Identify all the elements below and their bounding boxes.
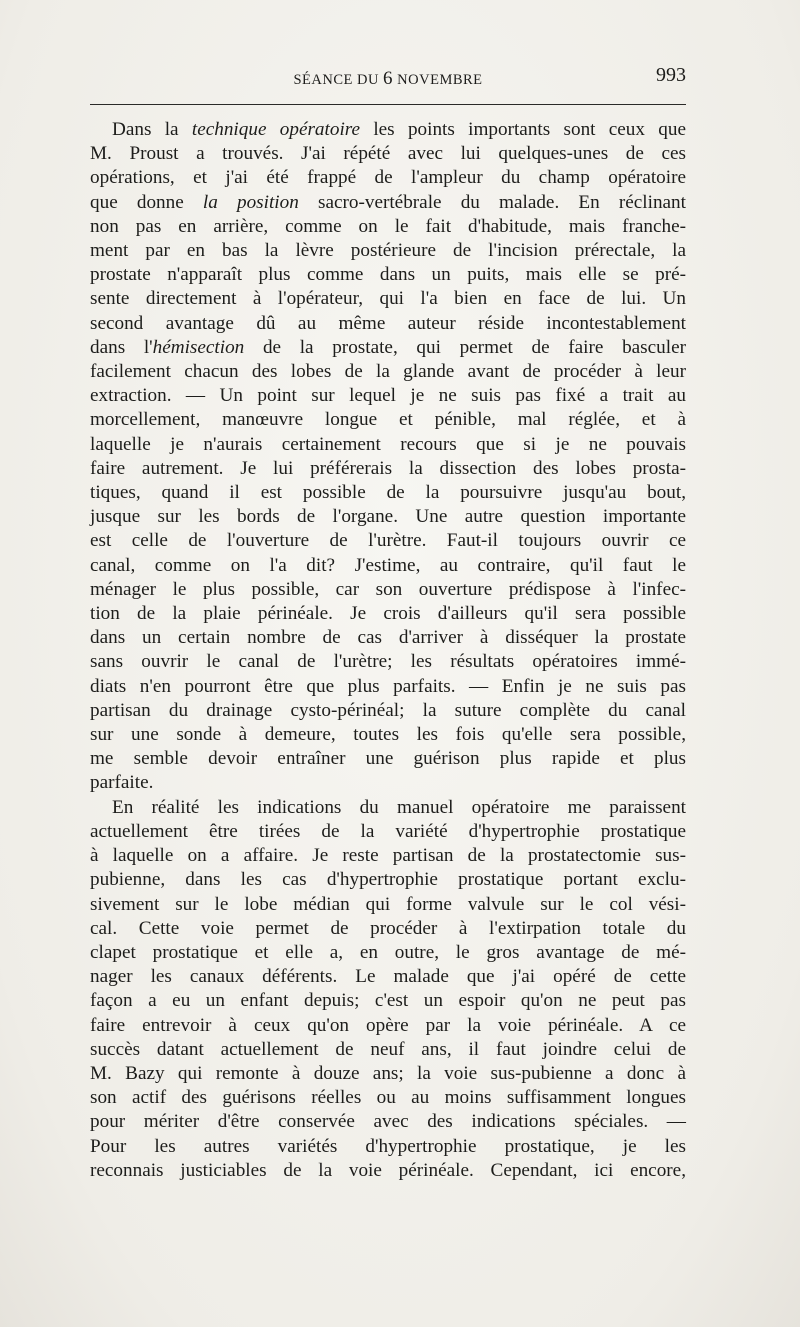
text-line: opérations, et j'ai été frappé de l'ampleur du champ opératoire (90, 167, 686, 189)
header-rule (90, 104, 686, 105)
text-line: prostate n'apparaît plus comme dans un puits, mais elle se pré- (90, 264, 686, 286)
text-line: jusque sur les bords de l'organe. Une autre question importante (90, 506, 686, 528)
running-title-day: 6 (383, 68, 394, 89)
text-line: sans ouvrir le canal de l'urètre; les résultats opératoires immé- (90, 651, 686, 673)
emphasis-technique: technique opératoire (191, 119, 361, 140)
text-line: facilement chacun des lobes de la glande avant de procéder à leur (90, 361, 686, 383)
text-line: ménager le plus possible, car son ouverture prédispose à l'infec- (90, 578, 686, 600)
text-line: M. Bazy qui remonte à douze ans; la voie sus-pubienne a donc à (90, 1062, 686, 1084)
text-line: morcellement, manœuvre longue et pénible, mal réglée, et à (90, 409, 686, 431)
text-line: extraction. — Un point sur lequel je ne suis pas fixé a trait au (90, 385, 686, 407)
text-line: pubienne, dans les cas d'hypertrophie prostatique portant exclu- (90, 869, 686, 891)
text-line: diats n'en pourront être que plus parfaits. — Enfin je ne suis pas (90, 675, 686, 697)
running-title-prefix: SÉANCE DU (293, 72, 379, 88)
text-line: sivement sur le lobe médian qui forme valvule sur le col vési- (90, 893, 686, 915)
running-title-month: NOVEMBRE (397, 72, 483, 88)
page-number: 993 (656, 64, 686, 86)
paragraph-2 (90, 796, 686, 1183)
text-line: dans un certain nombre de cas d'arriver à disséquer la prostate (90, 627, 686, 649)
text-line: nager les canaux déférents. Le malade que j'ai opéré de cette (90, 966, 686, 988)
text-line: sur une sonde à demeure, toutes les fois qu'elle sera possible, (90, 724, 686, 746)
text-line: cal. Cette voie permet de procéder à l'extirpation totale du (90, 917, 686, 939)
body-text (90, 118, 686, 1183)
text-line: laquelle je n'aurais certainement recours que si je ne pouvais (90, 433, 686, 455)
text-line: canal, comme on l'a dit? J'estime, au contraire, qu'il faut le (90, 554, 686, 576)
running-title (90, 68, 686, 90)
emphasis-hemisection: hémisection (152, 336, 245, 358)
text-line: second avantage dû au même auteur réside incontestablement (90, 312, 686, 334)
text-line: son actif des guérisons réelles ou au moins suffisamment longues (90, 1087, 686, 1109)
text-line: me semble devoir entraîner une guérison plus rapide et plus (90, 748, 686, 770)
text-line: ment par en bas la lèvre postérieure de l'incision prérectale, la (90, 240, 686, 262)
paragraph-1 (90, 118, 686, 796)
emphasis-position: la position (202, 191, 299, 213)
text-line: dans l'hémisection de la prostate, qui permet de faire basculer (90, 336, 686, 358)
running-head (90, 62, 686, 92)
text-line: façon a eu un enfant depuis; c'est un espoir qu'on ne peut pas (90, 990, 686, 1012)
text-line: tiques, quand il est possible de la poursuivre jusqu'au bout, (90, 482, 686, 504)
text-line: parfaite. (90, 772, 154, 794)
text-line: pour mériter d'être conservée avec des indications spéciales. — (90, 1111, 686, 1133)
text-line: En réalité les indications du manuel opératoire me paraissent (112, 796, 686, 818)
text-line: faire autrement. Je lui préférerais la dissection des lobes prosta- (90, 457, 686, 479)
text-line: Pour les autres variétés d'hypertrophie prostatique, je les (90, 1135, 686, 1157)
text-line: succès datant actuellement de neuf ans, il faut joindre celui de (90, 1038, 686, 1060)
text-line: sente directement à l'opérateur, qui l'a bien en face de lui. Un (90, 288, 686, 310)
text-line: faire entrevoir à ceux qu'on opère par la voie périnéale. A ce (90, 1014, 686, 1036)
text-line: non pas en arrière, comme on le fait d'habitude, mais franche- (90, 215, 686, 237)
text-line: Dans la technique opératoire les points importants sont ceux que (112, 119, 686, 140)
text-line: que donne la position sacro-vertébrale du malade. En réclinant (90, 191, 686, 213)
text-line: à laquelle on a affaire. Je reste partisan de la prostatectomie sus- (90, 845, 686, 867)
text-line: est celle de l'ouverture de l'urètre. Faut-il toujours ouvrir ce (90, 530, 686, 552)
text-line: M. Proust a trouvés. J'ai répété avec lui quelques-unes de ces (90, 143, 686, 165)
text-line: actuellement être tirées de la variété d'hypertrophie prostatique (90, 820, 686, 842)
text-line: clapet prostatique et elle a, en outre, le gros avantage de mé- (90, 941, 686, 963)
text-line: reconnais justiciables de la voie périnéale. Cependant, ici encore, (90, 1159, 686, 1181)
text-line: tion de la plaie périnéale. Je crois d'ailleurs qu'il sera possible (90, 603, 686, 625)
text-line: partisan du drainage cysto-périnéal; la suture complète du canal (90, 699, 686, 721)
